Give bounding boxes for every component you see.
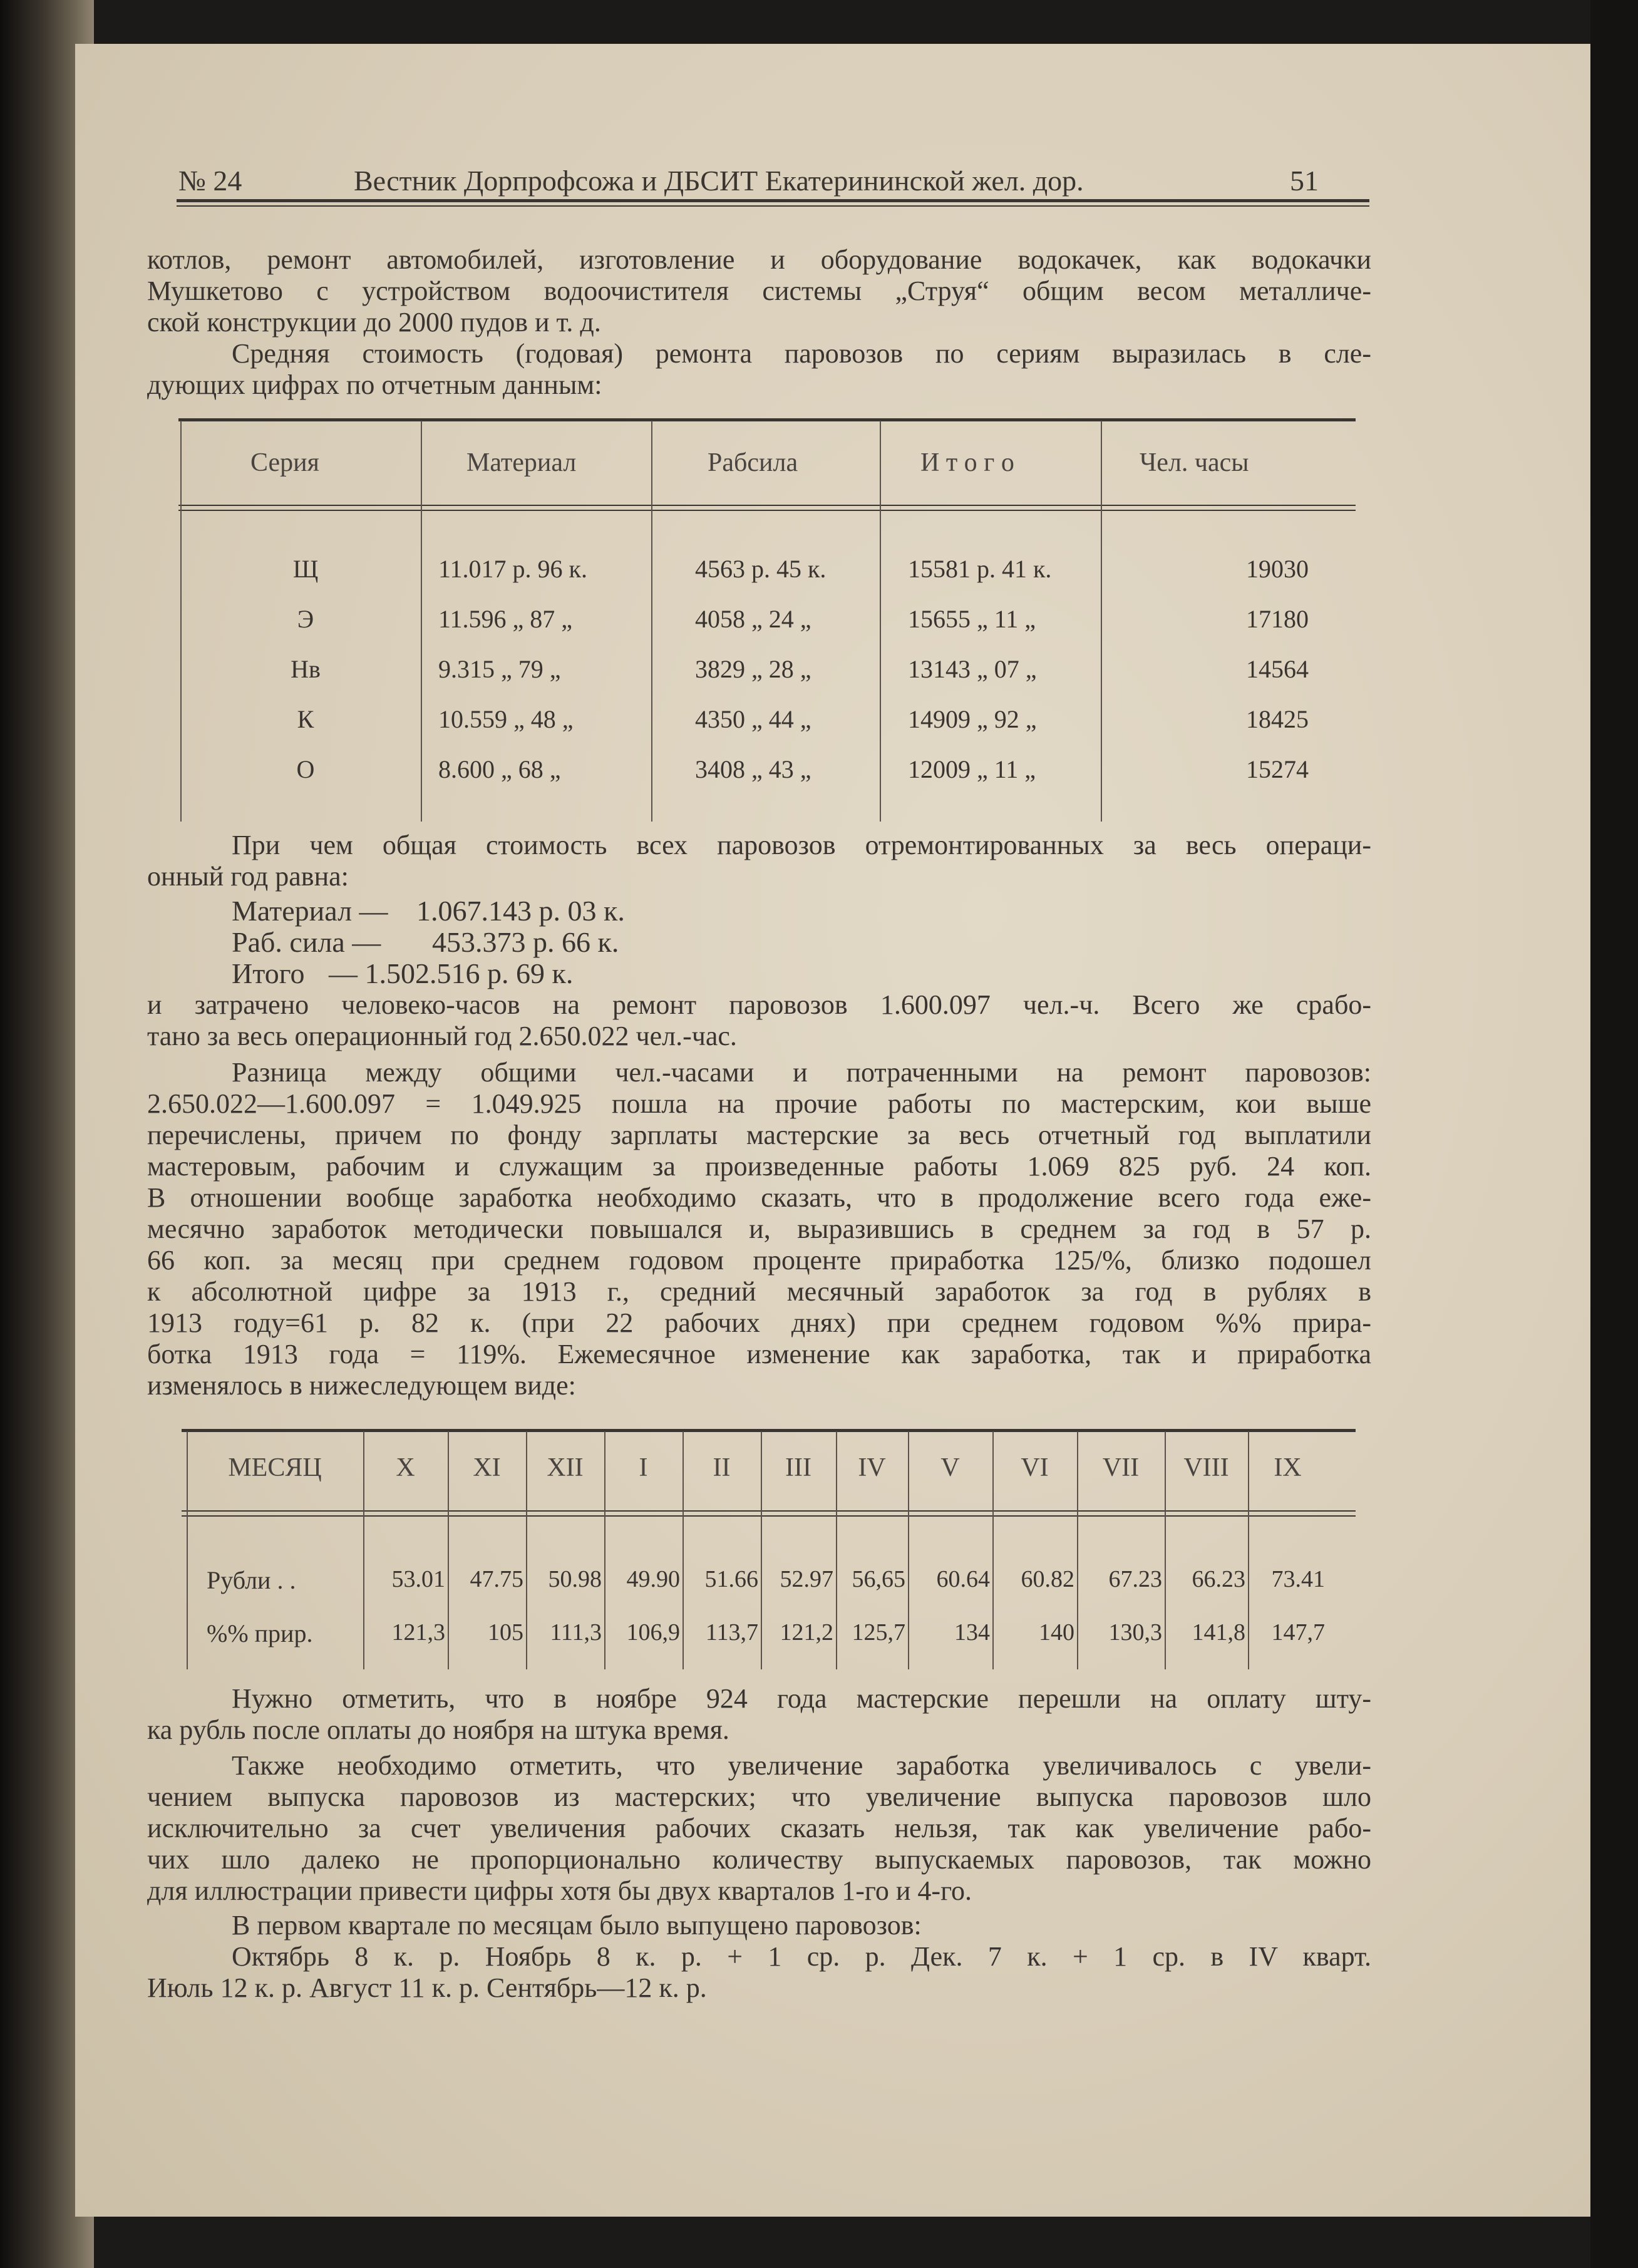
total-value: 1.067.143 р. 03 к. [416, 895, 625, 927]
month-header: III [785, 1453, 811, 1482]
month-header: XI [473, 1453, 501, 1482]
text-line: Нужно отметить, что в ноябре 924 года мастерские перешли на оплату шту- [232, 1683, 1371, 1714]
paragraph-7 [147, 1750, 1371, 1907]
text-line: 66 коп. за месяц при среднем годовом проценте приработка 125/%, близко подошел [147, 1245, 1371, 1276]
series-cell: О [296, 755, 315, 783]
paragraph-1 [147, 244, 1371, 338]
text-line: Средняя стоимость (годовая) ремонта паровозов по сериям выразилась в сле- [232, 338, 1371, 369]
table-cell: 15274 [1246, 755, 1309, 783]
table-cell: 60.82 [1021, 1566, 1074, 1592]
month-header: IX [1274, 1453, 1302, 1482]
series-cell: Щ [292, 555, 319, 583]
header-rule-thin [177, 205, 1369, 207]
text-line: дующих цифрах по отчетным данным: [147, 369, 602, 400]
text-line: При чем общая стоимость всех паровозов отремонтированных за весь операци- [232, 830, 1371, 860]
page-number: 51 [1290, 165, 1319, 197]
month-header: XII [547, 1453, 584, 1482]
table-cell: 130,3 [1108, 1619, 1162, 1646]
paragraph-3 [147, 830, 1371, 892]
month-header-label: МЕСЯЦ [228, 1453, 322, 1482]
table-cell: 12009 „ 11 „ [908, 755, 1036, 783]
table-cell: 106,9 [626, 1619, 680, 1646]
paragraph-6 [147, 1683, 1371, 1746]
table-cell: 9.315 „ 79 „ [438, 655, 561, 683]
total-value: — 1.502.516 р. 69 к. [329, 957, 574, 989]
table-cell: 11.596 „ 87 „ [438, 605, 573, 633]
text-line: для иллюстрации привести цифры хотя бы двух кварталов 1-го и 4-го. [147, 1875, 972, 1906]
table-cell: 134 [954, 1619, 990, 1646]
table-cell: 14909 „ 92 „ [908, 705, 1037, 733]
column-divider [421, 421, 422, 822]
column-header: Серия [250, 448, 319, 477]
table-cell: 52.97 [780, 1566, 833, 1592]
table-cell: 60.64 [936, 1566, 990, 1592]
table-cell: 18425 [1246, 705, 1309, 733]
text-line: тано за весь операционный год 2.650.022 чел.-час. [147, 1021, 737, 1051]
table-cell: 11.017 р. 96 к. [438, 555, 587, 583]
paragraph-4 [147, 989, 1371, 1052]
text-line: Мушкетово с устройством водоочистителя системы „Струя“ общим весом металличе- [147, 276, 1371, 306]
text-line: Июль 12 к. р. Август 11 к. р. Сентябрь—12 к. р. [147, 1972, 707, 2003]
text-line: чих шло далеко не пропорционально количеству выпускаемых паровозов, так можно [147, 1844, 1371, 1875]
row-label: Рубли . . [207, 1566, 296, 1594]
month-header: VII [1102, 1453, 1140, 1482]
journal-title: Вестник Дорпрофсожа и ДБСИТ Екатерининской жел. дор. [354, 165, 1084, 197]
paragraph-5 [147, 1057, 1371, 1401]
text-line: чением выпуска паровозов из мастерских; что увеличение выпуска паровозов шло [147, 1781, 1371, 1812]
text-line: месячно заработок методически повышался и, выразившись в среднем за год в 57 р. [147, 1214, 1371, 1244]
month-header: IV [858, 1453, 886, 1482]
text-line: Также необходимо отметить, что увеличение заработка увеличивалось с увели- [232, 1750, 1371, 1781]
table-header-rule [178, 510, 1356, 511]
table-cell: 19030 [1246, 555, 1309, 583]
text-line: ка рубль после оплаты до ноября на штука время. [147, 1714, 729, 1745]
column-header: Чел. часы [1140, 448, 1249, 477]
table-cell: 3829 „ 28 „ [695, 655, 811, 683]
table-cell: 14564 [1246, 655, 1309, 683]
table-cell: 66.23 [1192, 1566, 1245, 1592]
table-cell: 56,65 [852, 1566, 905, 1592]
table-cell: 121,2 [780, 1619, 833, 1646]
table-cell: 147,7 [1271, 1619, 1325, 1646]
header-rule [177, 199, 1369, 202]
table-header-rule [182, 1510, 1356, 1512]
paragraph-2 [147, 338, 1371, 401]
text-line: 1913 году=61 р. 82 к. (при 22 рабочих днях) при среднем годовом %% прира- [147, 1307, 1371, 1338]
text-line: В отношении вообще заработка необходимо сказать, что в продолжение всего года еже- [147, 1182, 1371, 1213]
text-line: и затрачено человеко-часов на ремонт паровозов 1.600.097 чел.-ч. Всего же срабо- [147, 989, 1371, 1020]
table-cell: 15581 р. 41 к. [908, 555, 1052, 583]
total-label: Раб. сила — [232, 926, 381, 958]
paragraph-8 [147, 1910, 1371, 2004]
table-header-rule [178, 505, 1356, 506]
text-line: ботка 1913 года = 119%. Ежемесячное изменение как заработка, так и приработка [147, 1339, 1371, 1369]
total-label: Материал — [232, 895, 388, 927]
text-line: котлов, ремонт автомобилей, изготовление и оборудование водокачек, как водокачки [147, 244, 1371, 275]
text-line: 2.650.022—1.600.097 = 1.049.925 пошла на прочие работы по мастерским, кои выше [147, 1088, 1371, 1119]
text-line: перечислены, причем по фонду зарплаты мастерские за весь отчетный год выплатили [147, 1120, 1371, 1150]
table-cell: 8.600 „ 68 „ [438, 755, 561, 783]
month-header: VIII [1183, 1453, 1229, 1482]
series-cell: К [297, 705, 314, 733]
table-cell: 121,3 [391, 1619, 445, 1646]
text-line: изменялось в нижеследующем виде: [147, 1370, 576, 1401]
table-top-rule [182, 1429, 1356, 1432]
table-cell: 47.75 [470, 1566, 523, 1592]
table-cell: 50.98 [548, 1566, 602, 1592]
scan-border [1590, 0, 1638, 2268]
table-cell: 73.41 [1271, 1566, 1325, 1592]
column-divider [651, 421, 652, 822]
table-cell: 125,7 [852, 1619, 905, 1646]
table-cell: 53.01 [391, 1566, 445, 1592]
table-top-rule [178, 418, 1356, 421]
text-line: Октябрь 8 к. р. Ноябрь 8 к. р. + 1 ср. р. Дек. 7 к. + 1 ср. в IV кварт. [232, 1941, 1371, 1972]
total-label: Итого [232, 957, 305, 989]
issue-number: № 24 [178, 165, 242, 197]
table-cell: 13143 „ 07 „ [908, 655, 1037, 683]
table-header-rule [182, 1515, 1356, 1517]
table-cell: 10.559 „ 48 „ [438, 705, 574, 733]
table-cell: 4350 „ 44 „ [695, 705, 811, 733]
text-line: Разница между общими чел.-часами и потраченными на ремонт паровозов: [232, 1057, 1371, 1088]
text-line: к абсолютной цифре за 1913 г., средний месячный заработок за год в рублях в [147, 1276, 1371, 1307]
table-cell: 105 [488, 1619, 523, 1646]
text-line: ской конструкции до 2000 пудов и т. д. [147, 307, 601, 338]
table-cell: 141,8 [1192, 1619, 1245, 1646]
table-cell: 15655 „ 11 „ [908, 605, 1036, 633]
series-cell: Нв [291, 655, 321, 683]
month-header: X [396, 1453, 415, 1482]
month-header: II [713, 1453, 731, 1482]
table-cell: 113,7 [705, 1619, 758, 1646]
month-header: V [940, 1453, 960, 1482]
text-line: мастеровым, рабочим и служащим за произведенные работы 1.069 825 руб. 24 коп. [147, 1151, 1371, 1182]
table-cell: 49.90 [626, 1566, 680, 1592]
table-cell: 4563 р. 45 к. [695, 555, 827, 583]
month-header: VI [1021, 1453, 1049, 1482]
column-header: Материал [466, 448, 577, 477]
table-border [180, 421, 182, 822]
total-value: 453.373 р. 66 к. [432, 926, 619, 958]
table-cell: 111,3 [550, 1619, 602, 1646]
column-divider [880, 421, 881, 822]
table-cell: 3408 „ 43 „ [695, 755, 811, 783]
table-cell: 4058 „ 24 „ [695, 605, 811, 633]
table-cell: 17180 [1246, 605, 1309, 633]
column-header: И т о г о [920, 448, 1014, 477]
running-header [178, 164, 1368, 202]
row-label: %% прир. [207, 1619, 313, 1647]
text-line: В первом квартале по месяцам было выпущено паровозов: [232, 1910, 922, 1941]
text-line: онный год равна: [147, 861, 349, 892]
column-header: Рабсила [708, 448, 798, 477]
series-cell: Э [297, 605, 314, 633]
table-cell: 140 [1039, 1619, 1074, 1646]
table-cell: 67.23 [1108, 1566, 1162, 1592]
table-cell: 51.66 [704, 1566, 758, 1592]
text-line: исключительно за счет увеличения рабочих сказать нельзя, так как увеличение рабо- [147, 1813, 1371, 1843]
month-header: I [639, 1453, 648, 1482]
